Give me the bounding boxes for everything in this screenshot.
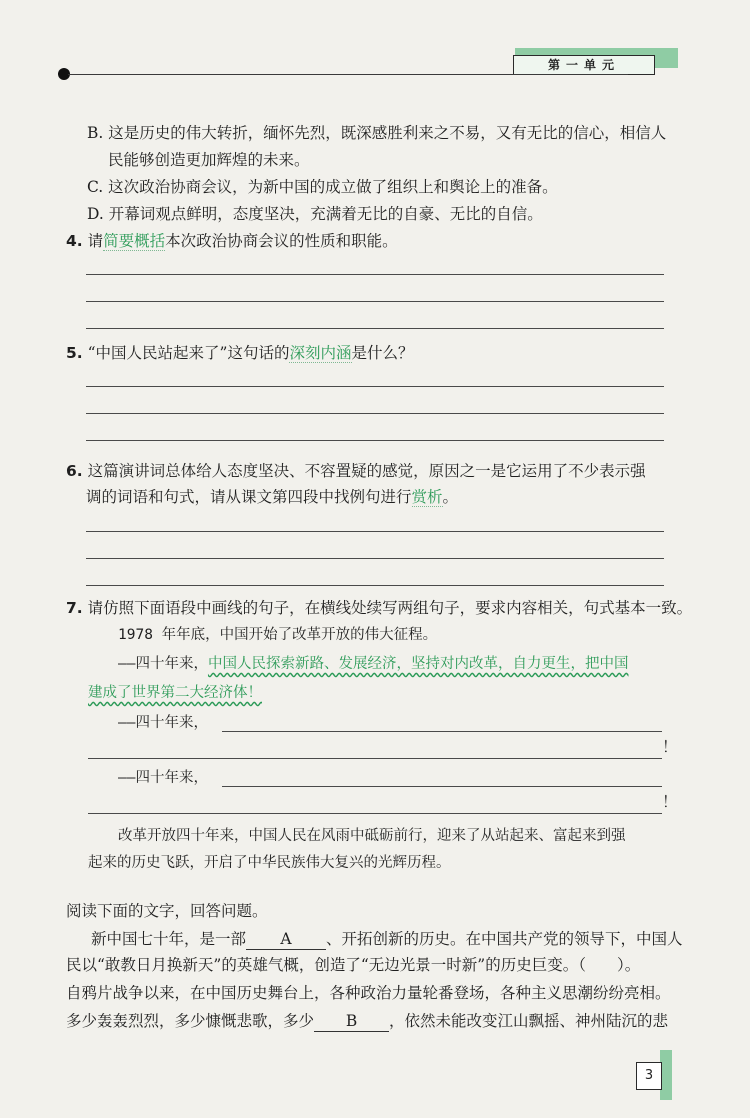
question-4-post: 本次政治协商会议的性质和职能。	[165, 232, 398, 250]
fill-in-line[interactable]	[222, 731, 662, 732]
question-7-conclusion-line2: 起来的历史飞跃，开启了中华民族伟大复兴的光辉历程。	[88, 855, 451, 871]
answer-line[interactable]	[86, 274, 664, 275]
question-7-example-line2	[88, 683, 262, 703]
reading-line4-post: ，依然未能改变江山飘摇、神州陆沉的悲	[389, 1012, 669, 1030]
question-4-number: 4.	[66, 232, 83, 250]
question-5-post: 是什么？	[351, 344, 414, 362]
question-6-number: 6.	[66, 462, 83, 480]
question-7-lead: ——四十年来，	[118, 656, 208, 672]
header-rule	[68, 74, 628, 75]
question-4-hint: 简要概括	[103, 232, 166, 250]
question-6-line1	[66, 461, 646, 481]
question-7-intro: 1978 年年底，中国开始了改革开放的伟大征程。	[118, 627, 438, 643]
option-b-line2: 民能够创造更加辉煌的未来。	[108, 151, 310, 169]
reading-line1-post: 、开拓创新的历史。在中国共产党的领导下，中国人	[326, 930, 683, 948]
question-4-pre: 请	[87, 232, 104, 250]
blank-end-1: ！	[662, 738, 678, 756]
blank-a[interactable]: A	[246, 929, 326, 950]
question-7-conclusion-line1: 改革开放四十年来，中国人民在风雨中砥砺前行，迎来了从站起来、富起来到强	[118, 828, 626, 844]
question-6-hint: 赏析	[411, 488, 443, 506]
reading-line3: 自鸦片战争以来，在中国历史舞台上，各种政治力量轮番登场，各种主义思潮纷纷亮相。	[66, 984, 671, 1002]
question-5-pre: “中国人民站起来了”这句话的	[87, 344, 290, 362]
blank-b[interactable]: B	[314, 1011, 389, 1032]
question-7-example-line1	[118, 654, 628, 674]
question-6-line2-post: 。	[442, 488, 459, 506]
answer-line[interactable]	[86, 440, 664, 441]
answer-line[interactable]	[86, 585, 664, 586]
underlined-example: 中国人民探索新路、发展经济，坚持对内改革，自力更生，把中国	[207, 656, 629, 672]
option-b-line1: B. 这是历史的伟大转折，缅怀先烈，既深感胜利来之不易，又有无比的信心，相信人	[87, 124, 667, 142]
fill-in-line[interactable]	[88, 758, 662, 759]
question-5	[66, 343, 414, 363]
reading-line4-pre: 多少轰轰烈烈，多少慷慨悲歌，多少	[66, 1012, 315, 1030]
fill-in-line[interactable]	[222, 786, 662, 787]
question-7-prompt	[66, 598, 692, 618]
question-5-number: 5.	[66, 344, 83, 362]
question-5-hint: 深刻内涵	[289, 344, 352, 362]
question-6-line2-pre: 调的词语和句式，请从课文第四段中找例句进行	[86, 488, 412, 506]
question-4	[66, 231, 398, 251]
question-7-text: 请仿照下面语段中画线的句子，在横线处续写两组句子，要求内容相关，句式基本一致。	[87, 599, 693, 617]
underlined-example-cont: 建成了世界第二大经济体！	[88, 685, 262, 701]
page-number: 3	[636, 1062, 662, 1090]
reading-line4	[66, 1011, 668, 1032]
blank-lead-1: ——四十年来，	[118, 715, 208, 731]
reading-line1	[91, 929, 683, 950]
blank-end-2: ！	[662, 793, 678, 811]
answer-line[interactable]	[86, 413, 664, 414]
answer-line[interactable]	[86, 531, 664, 532]
reading-line2: 民以“敢教日月换新天”的英雄气概，创造了“无边光景一时新”的历史巨变。（ ）。	[66, 956, 641, 974]
unit-label: 第一单元	[513, 55, 655, 75]
question-6-text: 这篇演讲词总体给人态度坚决、不容置疑的感觉，原因之一是它运用了不少表示强	[87, 462, 646, 480]
blank-lead-2: ——四十年来，	[118, 770, 208, 786]
question-6-line2	[86, 487, 458, 507]
answer-line[interactable]	[86, 386, 664, 387]
answer-line[interactable]	[86, 301, 664, 302]
answer-line[interactable]	[86, 558, 664, 559]
option-d: D. 开幕词观点鲜明，态度坚决，充满着无比的自豪、无比的自信。	[87, 205, 543, 223]
option-c: C. 这次政治协商会议，为新中国的成立做了组织上和舆论上的准备。	[87, 178, 558, 196]
question-7-number: 7.	[66, 599, 83, 617]
reading-line1-pre: 新中国七十年，是一部	[91, 930, 247, 948]
answer-line[interactable]	[86, 328, 664, 329]
reading-instruction: 阅读下面的文字，回答问题。	[66, 902, 268, 920]
fill-in-line[interactable]	[88, 813, 662, 814]
